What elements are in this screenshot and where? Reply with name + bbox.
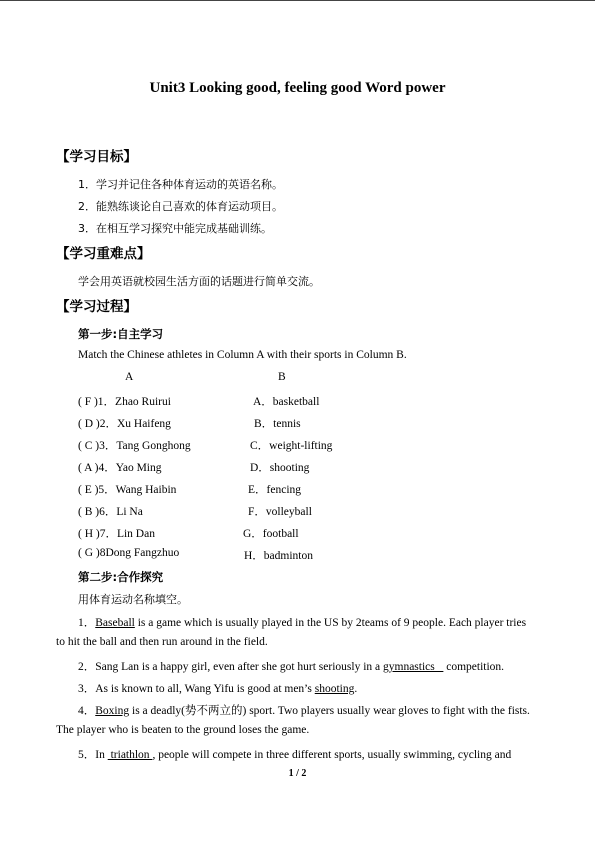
question-2: 2．Sang Lan is a happy girl, even after she got hurt seriously in a gymnastics competition. <box>78 661 505 673</box>
step1-label: 第一步:自主学习 <box>78 327 164 341</box>
question-4-continuation: The player who is beaten to the ground loses the game. <box>56 724 310 736</box>
question-3: 3．As is known to all, Wang Yifu is good at men’s shooting. <box>78 683 358 695</box>
answer-blank: gymnastics <box>383 661 444 673</box>
objective-item: 3．在相互学习探究中能完成基础训练。 <box>78 222 272 235</box>
keypoints-text: 学会用英语就校园生活方面的话题进行简单交流。 <box>78 275 320 288</box>
match-sport: G．football <box>243 528 299 540</box>
match-athlete: ( F )1．Zhao Ruirui <box>78 396 171 408</box>
answer-blank: Boxing <box>95 705 130 717</box>
column-a-header: A <box>125 371 134 383</box>
question-5: 5．In triathlon , people will compete in three different sports, usually swimming, cycling and <box>78 749 512 761</box>
match-sport: H．badminton <box>244 550 313 562</box>
objective-item: 1．学习并记住各种体育运动的英语名称。 <box>78 178 283 191</box>
match-sport: D．shooting <box>250 462 310 474</box>
question-1: 1．Baseball is a game which is usually played in the US by 2teams of 9 people. Each player tries <box>78 617 527 629</box>
process-heading: 【学习过程】 <box>56 299 137 315</box>
question-1-continuation: to hit the ball and then run around in the field. <box>56 636 268 648</box>
answer-blank: shooting <box>314 683 355 695</box>
match-athlete: ( C )3．Tang Gonghong <box>78 440 191 452</box>
answer-blank: Baseball <box>95 617 135 629</box>
match-sport: B．tennis <box>254 418 301 430</box>
match-athlete: ( D )2．Xu Haifeng <box>78 418 171 430</box>
page-title: Unit3 Looking good, feeling good Word power <box>149 80 446 96</box>
match-sport: C．weight-lifting <box>250 440 333 452</box>
answer-blank: triathlon <box>107 749 153 761</box>
match-sport: E．fencing <box>248 484 302 496</box>
match-sport: A．basketball <box>253 396 320 408</box>
objectives-heading: 【学习目标】 <box>56 149 137 165</box>
page-number: 1 / 2 <box>288 768 307 779</box>
top-border-line <box>0 0 595 1</box>
step2-label: 第二步:合作探究 <box>78 570 164 584</box>
match-athlete: ( G )8Dong Fangzhuo <box>78 547 180 559</box>
match-athlete: ( H )7．Lin Dan <box>78 528 155 540</box>
column-b-header: B <box>278 371 286 383</box>
match-athlete: ( A )4．Yao Ming <box>78 462 162 474</box>
match-sport: F．volleyball <box>248 506 312 518</box>
step2-instruction: 用体育运动名称填空。 <box>78 593 188 606</box>
objective-item: 2．能熟练谈论自己喜欢的体育运动项目。 <box>78 200 283 213</box>
keypoints-heading: 【学习重难点】 <box>56 246 151 262</box>
match-athlete: ( E )5．Wang Haibin <box>78 484 177 496</box>
question-4: 4．Boxing is a deadly(势不两立的) sport. Two players usually wear gloves to fight with the fists. <box>78 705 530 717</box>
match-athlete: ( B )6．Li Na <box>78 506 143 518</box>
step1-instruction: Match the Chinese athletes in Column A with their sports in Column B. <box>78 349 407 361</box>
